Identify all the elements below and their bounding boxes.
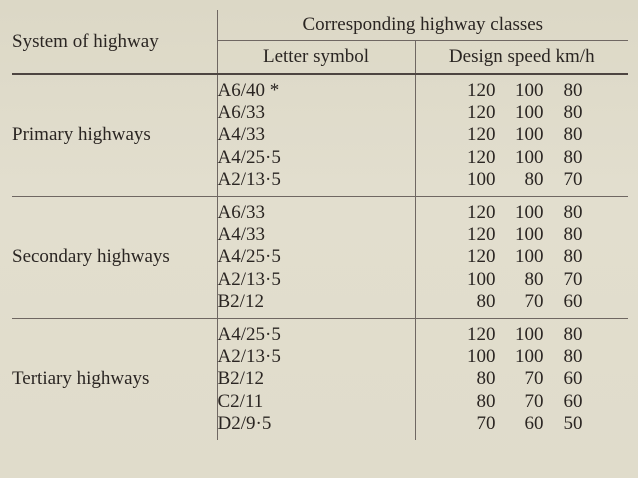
design-speed-value: 80 [563, 102, 583, 124]
design-speed-value: 100 [515, 323, 544, 345]
group-spacer [12, 435, 628, 440]
design-speed-value: 70 [563, 268, 583, 290]
table-body [12, 74, 628, 440]
design-speed-value: 100 [515, 346, 544, 368]
design-speed-value: 60 [563, 390, 583, 412]
design-speed-cell [415, 413, 628, 435]
design-speed-value: 50 [563, 412, 583, 434]
design-speed-value: 100 [515, 246, 544, 268]
letter-symbol-cell: C2/11 [217, 390, 415, 412]
letter-symbol-cell: A6/40 * [217, 80, 415, 102]
design-speed-value: 120 [467, 246, 496, 268]
design-speed-value: 80 [563, 146, 583, 168]
design-speed-cell [415, 102, 628, 124]
design-speed-value: 80 [563, 246, 583, 268]
design-speed-value: 100 [467, 168, 496, 190]
design-speed-value: 100 [515, 80, 544, 102]
design-speed-value: 100 [467, 346, 496, 368]
design-speed-value: 80 [563, 202, 583, 224]
table-row [12, 80, 628, 102]
letter-symbol-cell: A6/33 [217, 102, 415, 124]
design-speed-value: 70 [524, 390, 544, 412]
design-speed-cell [415, 291, 628, 313]
design-speed-value: 80 [524, 168, 544, 190]
letter-symbol-cell: A2/13·5 [217, 346, 415, 368]
letter-symbol-cell: B2/12 [217, 368, 415, 390]
design-speed-value: 80 [563, 80, 583, 102]
header-letter-symbol: Letter symbol [217, 41, 415, 75]
design-speed-value: 80 [476, 390, 496, 412]
highway-classes-table [12, 10, 628, 440]
design-speed-cell [415, 147, 628, 169]
letter-symbol-cell: A4/25·5 [217, 147, 415, 169]
design-speed-cell [415, 169, 628, 191]
table-row [12, 324, 628, 346]
design-speed-value: 80 [524, 268, 544, 290]
letter-symbol-cell: A4/33 [217, 224, 415, 246]
design-speed-value: 80 [563, 224, 583, 246]
letter-symbol-cell: A2/13·5 [217, 269, 415, 291]
design-speed-value: 120 [467, 224, 496, 246]
design-speed-value: 100 [515, 224, 544, 246]
design-speed-value: 120 [467, 202, 496, 224]
design-speed-cell [415, 202, 628, 224]
design-speed-cell [415, 390, 628, 412]
design-speed-cell [415, 80, 628, 102]
table-row [12, 202, 628, 224]
design-speed-value: 80 [476, 290, 496, 312]
design-speed-value: 120 [467, 80, 496, 102]
design-speed-value: 100 [515, 124, 544, 146]
design-speed-value: 80 [563, 346, 583, 368]
design-speed-cell [415, 124, 628, 146]
design-speed-value: 100 [467, 268, 496, 290]
design-speed-value: 60 [524, 412, 544, 434]
letter-symbol-cell: A2/13·5 [217, 169, 415, 191]
design-speed-cell [415, 368, 628, 390]
design-speed-value: 80 [476, 368, 496, 390]
highway-system-name: Primary highways [12, 124, 151, 146]
design-speed-value: 80 [563, 124, 583, 146]
design-speed-cell [415, 269, 628, 291]
design-speed-value: 120 [467, 102, 496, 124]
design-speed-value: 60 [563, 290, 583, 312]
design-speed-value: 70 [563, 168, 583, 190]
letter-symbol-cell: A4/33 [217, 124, 415, 146]
design-speed-value: 100 [515, 202, 544, 224]
highway-system-name: Secondary highways [12, 246, 170, 268]
design-speed-value: 60 [563, 368, 583, 390]
design-speed-cell [415, 324, 628, 346]
design-speed-value: 120 [467, 124, 496, 146]
design-speed-value: 70 [476, 412, 496, 434]
design-speed-value: 120 [467, 146, 496, 168]
letter-symbol-cell: A4/25·5 [217, 246, 415, 268]
design-speed-value: 70 [524, 368, 544, 390]
letter-symbol-cell: A4/25·5 [217, 324, 415, 346]
header-system-of-highway: System of highway [12, 10, 217, 74]
design-speed-value: 80 [563, 323, 583, 345]
design-speed-cell [415, 246, 628, 268]
highway-system-name: Tertiary highways [12, 368, 150, 390]
design-speed-cell [415, 346, 628, 368]
header-design-speed: Design speed km/h [415, 41, 628, 75]
design-speed-value: 100 [515, 146, 544, 168]
design-speed-value: 100 [515, 102, 544, 124]
letter-symbol-cell: D2/9·5 [217, 413, 415, 435]
design-speed-cell [415, 224, 628, 246]
letter-symbol-cell: A6/33 [217, 202, 415, 224]
header-corresponding-classes: Corresponding highway classes [217, 10, 628, 41]
letter-symbol-cell: B2/12 [217, 291, 415, 313]
design-speed-value: 70 [524, 290, 544, 312]
design-speed-value: 120 [467, 323, 496, 345]
